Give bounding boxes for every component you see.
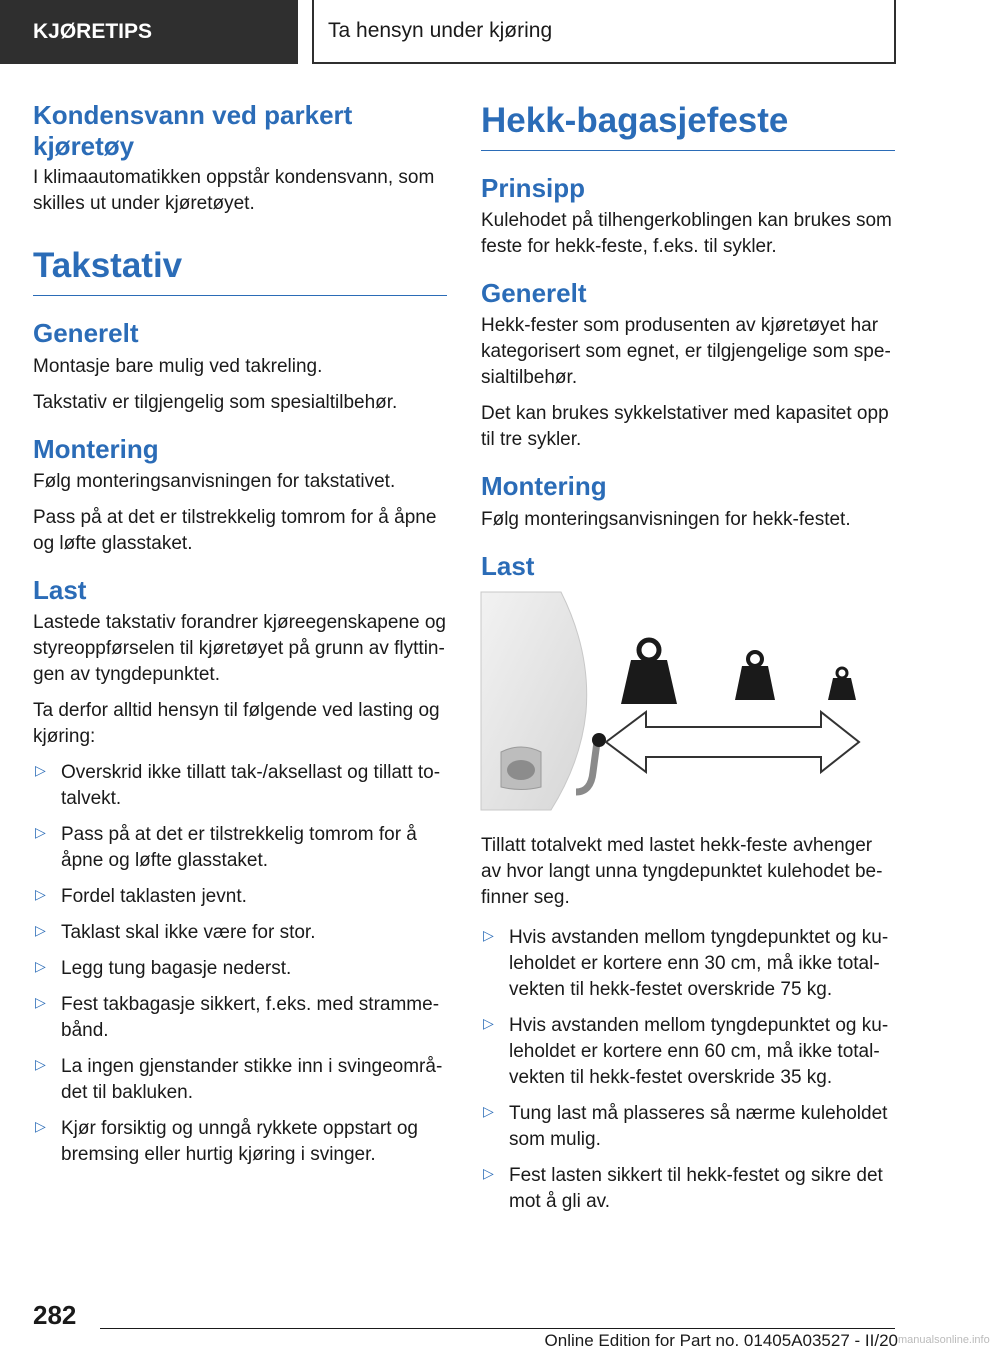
list-item: ▷ Overskrid ikke tillatt tak-/aksellast og tillatt totalvekt. xyxy=(35,762,441,810)
triangle-bullet-icon: ▷ xyxy=(483,1165,494,1182)
roofrack-general-p2: Takstativ er tilgjengelig som spesialtilbehør. xyxy=(33,391,398,413)
rear-load-heading: Last xyxy=(481,550,535,581)
list-item: ▷ Legg tung bagasje nederst. xyxy=(35,958,292,980)
rear-general-section xyxy=(481,278,895,453)
roofrack-general-section xyxy=(33,318,447,415)
roofrack-mounting-p2: Pass på at det er tilstrekkelig tomrom for å åpne og løfte glasstaket. xyxy=(33,506,437,554)
principle-p1: Kulehodet på tilhengerkoblingen kan brukes som feste for hekk-feste, f.eks. til sykler. xyxy=(481,210,892,258)
list-item: ▷ La ingen gjenstander stikke inn i svingeområdet til bakluken. xyxy=(35,1056,443,1104)
edition-note: Online Edition for Part no. 01405A03527 - II/20 xyxy=(544,1331,898,1350)
triangle-bullet-icon: ▷ xyxy=(35,1056,46,1073)
page-header xyxy=(0,0,896,66)
condensation-text: I klimaautomatikken oppstår kondensvann, som skilles ut under kjøretøyet. xyxy=(33,167,435,215)
roofrack-load-list xyxy=(33,760,447,1168)
list-item: ▷ Hvis avstanden mellom tyngdepunktet og kuleholdet er kortere enn 60 cm, må ikke totalvekten til hekk-festet overskride 35 kg. xyxy=(483,1014,889,1088)
footer-rule xyxy=(100,1328,895,1329)
page-number: 282 xyxy=(33,1300,77,1330)
rear-load-p1: Tillatt totalvekt med lastet hekk-feste avhenger av hvor langt unna tyngdepunktet kulehodet befinner seg. xyxy=(481,834,883,908)
principle-section xyxy=(481,173,895,260)
section-tab: KJØRETIPS xyxy=(0,0,298,64)
roofrack-load-heading: Last xyxy=(33,574,87,605)
triangle-bullet-icon: ▷ xyxy=(35,762,46,779)
roofrack-mounting-section xyxy=(33,434,447,557)
triangle-bullet-icon: ▷ xyxy=(35,994,46,1011)
rear-carrier-heading: Hekk-bagasjefeste xyxy=(481,100,895,151)
rear-mounting-section xyxy=(481,471,895,532)
condensation-heading: Kondensvann ved parkert kjøretøy xyxy=(33,100,353,161)
rear-general-p2: Det kan brukes sykkelstativer med kapasitet opp til tre sykler. xyxy=(481,403,889,451)
list-item: ▷ Fest takbagasje sikkert, f.eks. med strammebånd. xyxy=(35,994,440,1042)
load-distance-illustration xyxy=(481,592,895,810)
principle-heading: Prinsipp xyxy=(481,173,586,203)
triangle-bullet-icon: ▷ xyxy=(35,886,46,903)
roofrack-load-section xyxy=(33,575,447,1168)
roofrack-load-p1: Lastede takstativ forandrer kjøreegenskapene og styreoppførselen til kjøretøyet på grunn av flyttingen av tyngdepunktet. xyxy=(33,612,446,686)
list-item: ▷ Taklast skal ikke være for stor. xyxy=(35,922,316,944)
rear-load-section xyxy=(481,551,895,1215)
rear-load-list xyxy=(481,925,895,1215)
left-column xyxy=(33,100,447,1186)
rear-general-p1: Hekk-fester som produsenten av kjøretøyet har kategorisert som egnet, er tilgjengelige som spesialtilbehør. xyxy=(481,315,891,389)
triangle-bullet-icon: ▷ xyxy=(35,824,46,841)
triangle-bullet-icon: ▷ xyxy=(35,922,46,939)
roofrack-heading: Takstativ xyxy=(33,245,447,296)
watermark-logo: manualsonline.info xyxy=(898,1334,990,1346)
triangle-bullet-icon: ▷ xyxy=(35,1118,46,1135)
chapter-tab: Ta hensyn under kjøring xyxy=(312,0,896,64)
triangle-bullet-icon: ▷ xyxy=(483,926,494,943)
roofrack-general-p1: Montasje bare mulig ved takreling. xyxy=(33,355,323,377)
list-item: ▷ Hvis avstanden mellom tyngdepunktet og kuleholdet er kortere enn 30 cm, må ikke totalvekten til hekk-festet overskride 75 kg. xyxy=(483,926,889,1000)
list-item: ▷ Pass på at det er tilstrekkelig tomrom for å åpne og løfte glasstaket. xyxy=(35,824,417,872)
list-item: ▷ Fordel taklasten jevnt. xyxy=(35,886,247,908)
rear-general-heading: Generelt xyxy=(481,278,587,309)
right-column xyxy=(481,100,895,1233)
roofrack-load-p2: Ta derfor alltid hensyn til følgende ved lasting og kjøring: xyxy=(33,700,440,748)
condensation-section xyxy=(33,100,447,217)
rear-mounting-p1: Følg monteringsanvisningen for hekk-festet. xyxy=(481,508,851,530)
rear-mounting-heading: Montering xyxy=(481,471,607,502)
roofrack-general-heading: Generelt xyxy=(33,318,139,349)
triangle-bullet-icon: ▷ xyxy=(35,958,46,975)
roofrack-mounting-heading: Montering xyxy=(33,433,159,464)
roofrack-mounting-p1: Følg monteringsanvisningen for takstativet. xyxy=(33,470,396,492)
list-item: ▷ Kjør forsiktig og unngå rykkete oppstart og bremsing eller hurtig kjøring i svinger. xyxy=(35,1118,418,1166)
list-item: ▷ Tung last må plasseres så nærme kuleholdet som mulig. xyxy=(483,1103,888,1151)
triangle-bullet-icon: ▷ xyxy=(483,1103,494,1120)
list-item: ▷ Fest lasten sikkert til hekk-festet og sikre det mot å gli av. xyxy=(483,1165,883,1213)
triangle-bullet-icon: ▷ xyxy=(483,1014,494,1031)
